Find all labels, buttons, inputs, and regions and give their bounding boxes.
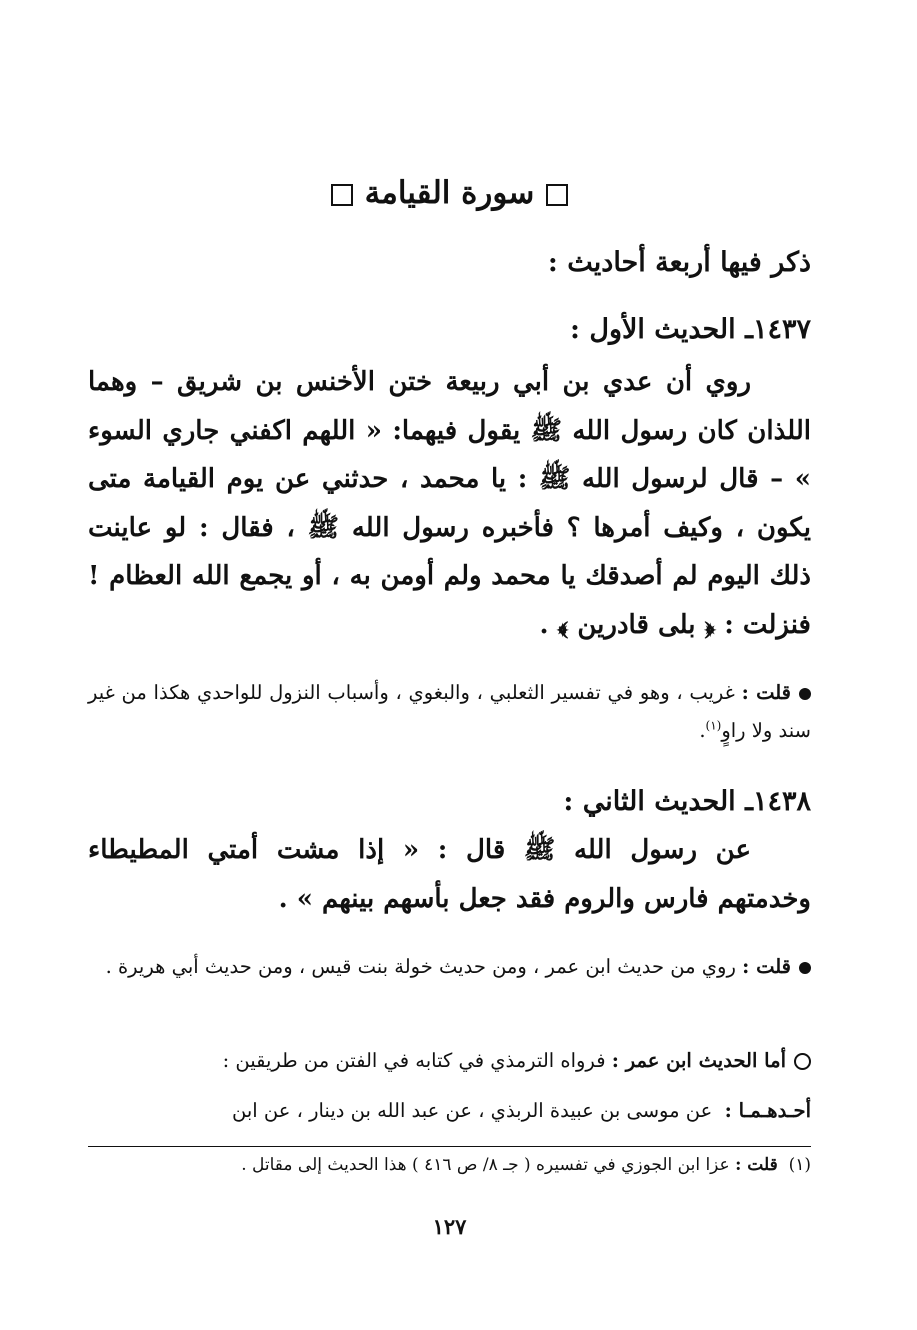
bullet-icon <box>799 688 811 700</box>
surah-title-block <box>88 170 811 216</box>
page-number: ١٢٧ <box>432 1214 467 1239</box>
comment-1-text: غريب ، وهو في تفسير الثعلبي ، والبغوي ، وأسباب النزول للواحدي هكذا من غير سند ولا راوٍ <box>88 681 811 742</box>
comment-2-text: روي من حديث ابن عمر ، ومن حديث خولة بنت قيس ، ومن حديث أبي هريرة . <box>105 955 736 978</box>
hadith-2-text: عن رسول الله ﷺ قال : « إذا مشت أمتي المطيطاء وخدمتهم فارس والروم فقد جعل بأسهم بينهم » . <box>88 835 811 914</box>
comment-2-label: قلت : <box>742 955 791 978</box>
intro-line: ذكر فيها أربعة أحاديث : <box>547 247 811 278</box>
hadith-1-heading: ١٤٣٧ـ الحديث الأول : <box>569 314 811 345</box>
square-ornament-icon <box>331 184 353 206</box>
comment-1 <box>88 674 811 750</box>
first-path-label: أحـدهـمـا : <box>724 1099 811 1122</box>
comment-1-end: . <box>699 719 706 742</box>
footnote-label: قلت : <box>735 1155 778 1175</box>
ibn-umar-line <box>88 1042 811 1080</box>
footnote-number: (١) <box>788 1155 811 1175</box>
hadith-1-text: روي أن عدي بن أبي ربيعة ختن الأخنس بن شريق – وهما اللذان كان رسول الله ﷺ يقول فيهما: « اللهم اكفني جاري السوء » – قال لرسول الله ﷺ : يا محمد ، حدثني عن يوم القيامة متى يكون ، وكيف أمرها ؟ فأخبره رسول الله ﷺ ، فقال : لو عاينت ذلك اليوم لم أصدقك يا محمد ولم أومن به ، أو يجمع الله العظام ! فنزلت : ﴿ بلى قادرين ﴾ . <box>88 367 811 640</box>
first-path-line <box>88 1092 811 1130</box>
hollow-circle-icon <box>794 1053 811 1070</box>
book-page <box>88 0 811 1330</box>
hadith-2-heading: ١٤٣٨ـ الحديث الثاني : <box>563 786 811 817</box>
surah-title: سورة القيامة <box>364 175 535 211</box>
bullet-icon <box>799 962 811 974</box>
ibn-umar-label: أما الحديث ابن عمر : <box>611 1049 786 1072</box>
footnote-divider <box>88 1146 811 1147</box>
footnote-ref[interactable]: (١) <box>705 718 722 733</box>
comment-1-label: قلت : <box>741 681 791 704</box>
footnote <box>88 1148 811 1182</box>
ibn-umar-text: فرواه الترمذي في كتابه في الفتن من طريقين : <box>222 1049 606 1072</box>
comment-2 <box>88 948 811 986</box>
footnote-text: عزا ابن الجوزي في تفسيره ( جـ ٨/ ص ٤١٦ ) هذا الحديث إلى مقاتل . <box>241 1155 730 1175</box>
square-ornament-icon <box>546 184 568 206</box>
first-path-text: عن موسى بن عبيدة الربذي ، عن عبد الله بن دينار ، عن ابن <box>232 1099 713 1122</box>
